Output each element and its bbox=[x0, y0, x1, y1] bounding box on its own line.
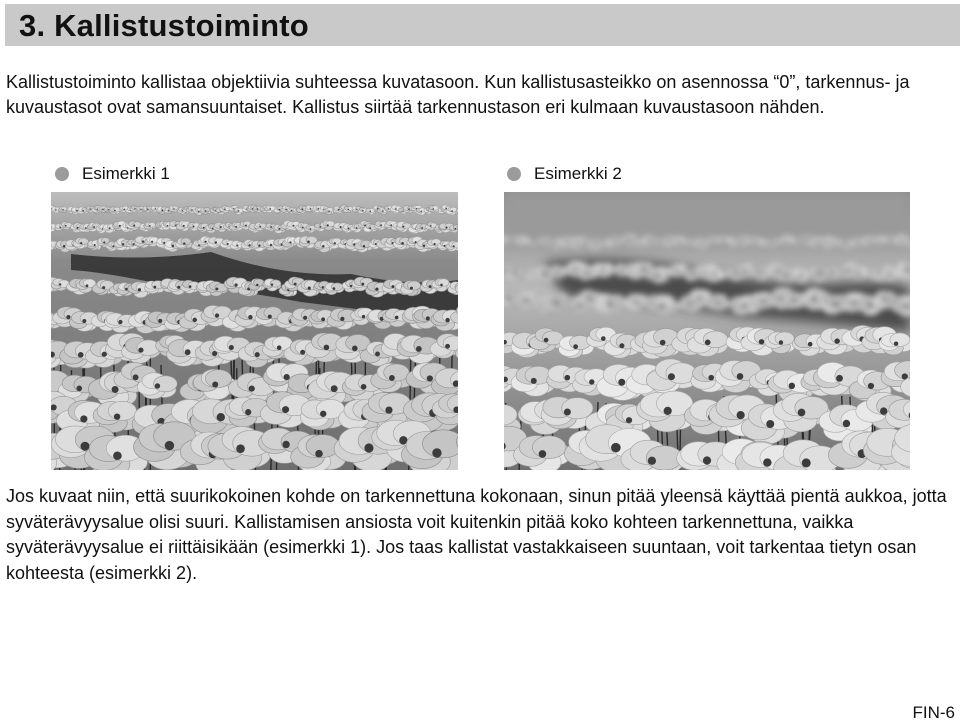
example-2-label bbox=[507, 163, 622, 185]
example-2-caption: Esimerkki 2 bbox=[534, 164, 622, 183]
body-paragraph: Jos kuvaat niin, että suurikokoinen kohde on tarkennettuna kokonaan, sinun pitää yleensä käyttää pientä aukkoa, jotta syväterävyysalue olisi suuri. Kallistamisen ansiosta voit kuitenkin pitää koko kohteen tarkennettuna, vaikka syväterävyysalue ei riittäisikään (esimerkki 1). Jos taas kallistat vastakkaiseen suuntaan, voit tarkentaa tietyn osan kohteesta (esimerkki 2). bbox=[6, 486, 947, 583]
tulip-field-selective-focus-image bbox=[504, 192, 910, 470]
bullet-icon bbox=[55, 167, 69, 181]
tulip-field-sharp-image bbox=[51, 192, 458, 470]
example-1-caption: Esimerkki 1 bbox=[82, 164, 170, 183]
section-title-bar bbox=[5, 4, 960, 46]
section-title: 3. Kallistustoiminto bbox=[19, 8, 309, 43]
bullet-icon bbox=[507, 167, 521, 181]
example-2-photo bbox=[504, 192, 910, 470]
example-1-photo bbox=[51, 192, 458, 470]
page-number: FIN-6 bbox=[912, 703, 955, 722]
intro-paragraph: Kallistustoiminto kallistaa objektiivia suhteessa kuvatasoon. Kun kallistusasteikko on asennossa “0”, tarkennus- ja kuvaustasot ovat samansuuntaiset. Kallistus siirtää tarkennustason eri kulmaan kuvaustasoon nähden. bbox=[6, 72, 910, 117]
example-1-label bbox=[55, 163, 170, 185]
